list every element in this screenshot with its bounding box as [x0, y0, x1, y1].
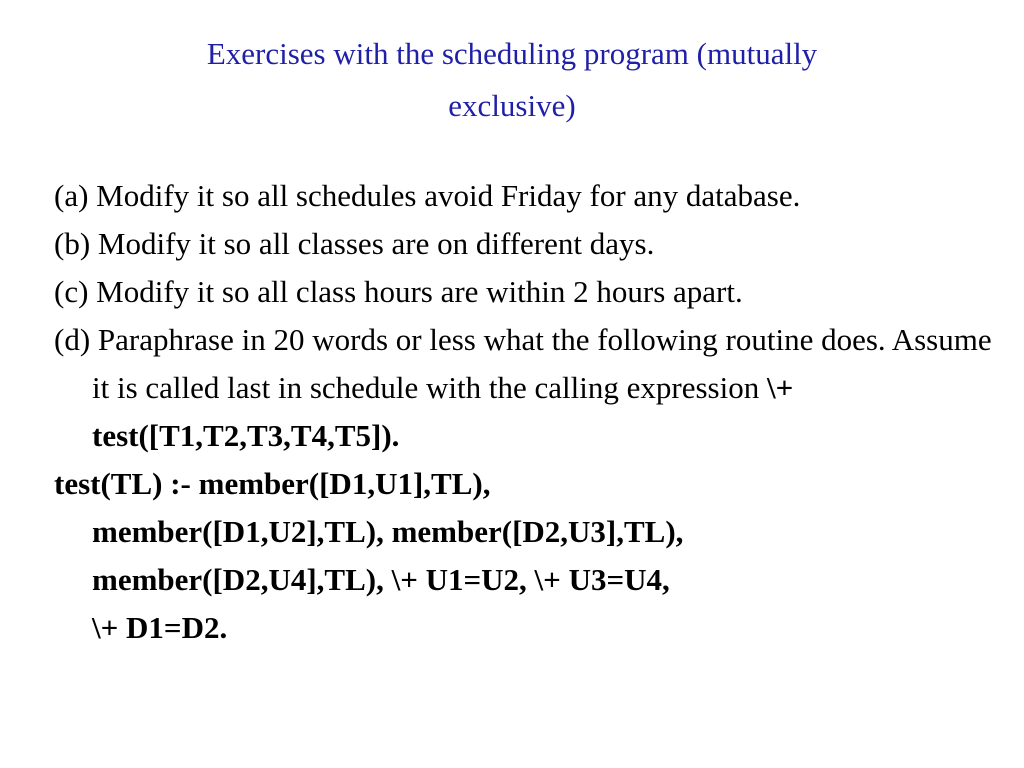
exercise-item-d-text: (d) Paraphrase in 20 words or less what the following routine does. Assume it is called last in schedule with the calling expression — [54, 322, 992, 405]
slide-title-line-1: Exercises with the scheduling program (mutually — [206, 36, 818, 71]
slide-title — [0, 28, 1024, 132]
exercise-item-b — [54, 220, 994, 268]
slide-title-line-2: exclusive) — [448, 88, 576, 123]
exercise-item-a — [54, 172, 994, 220]
code-line-2: member([D1,U2],TL), member([D2,U3],TL), — [92, 514, 684, 549]
exercise-item-c-text: (c) Modify it so all class hours are within 2 hours apart. — [54, 274, 743, 309]
exercise-item-a-text: (a) Modify it so all schedules avoid Friday for any database. — [54, 178, 801, 213]
slide-body — [54, 172, 994, 652]
code-line-3: member([D2,U4],TL), \+ U1=U2, \+ U3=U4, — [92, 562, 670, 597]
exercise-item-d — [54, 316, 994, 460]
exercise-item-c — [54, 268, 994, 316]
calling-expression: \+ test([T1,T2,T3,T4,T5]). — [92, 370, 794, 453]
exercise-item-b-text: (b) Modify it so all classes are on different days. — [54, 226, 655, 261]
code-line-1: test(TL) :- member([D1,U1],TL), — [54, 466, 491, 501]
code-line-4: \+ D1=D2. — [92, 610, 228, 645]
